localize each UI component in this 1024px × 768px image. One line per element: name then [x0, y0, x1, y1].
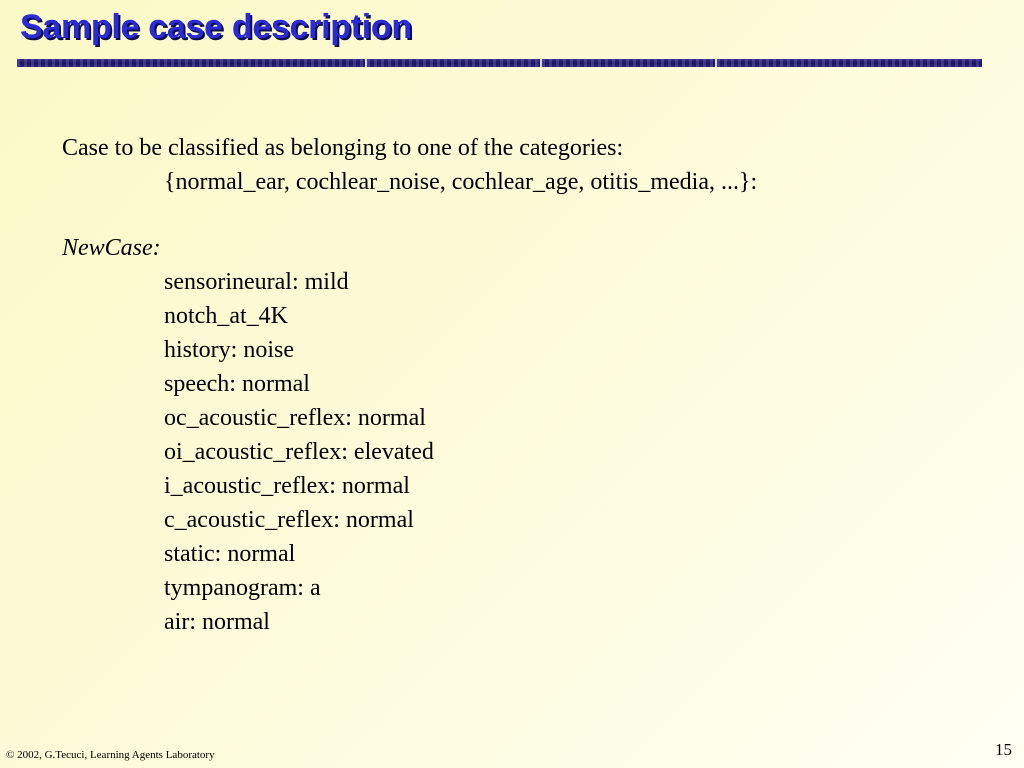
feature-line: oc_acoustic_reflex: normal	[164, 405, 426, 431]
title-divider	[17, 59, 982, 67]
feature-line: air: normal	[164, 609, 270, 635]
feature-line: c_acoustic_reflex: normal	[164, 507, 414, 533]
title-divider-segment	[540, 59, 542, 67]
feature-line: oi_acoustic_reflex: elevated	[164, 439, 434, 465]
feature-line: tympanogram: a	[164, 575, 321, 601]
feature-line: history: noise	[164, 337, 294, 363]
title-divider-segment	[715, 59, 717, 67]
feature-line: notch_at_4K	[164, 303, 288, 329]
feature-line: speech: normal	[164, 371, 310, 397]
newcase-label: NewCase:	[62, 235, 161, 261]
intro-text: Case to be classified as belonging to one of the categories:	[62, 135, 624, 161]
slide-title: Sample case description	[20, 8, 412, 46]
page-number: 15	[995, 740, 1012, 759]
feature-line: i_acoustic_reflex: normal	[164, 473, 410, 499]
categories-list: {normal_ear, cochlear_noise, cochlear_age, otitis_media, ...}:	[164, 169, 758, 195]
slide-body	[62, 131, 757, 639]
footer-copyright: © 2002, G.Tecuci, Learning Agents Laboratory	[6, 749, 215, 761]
title-divider-segment	[365, 59, 367, 67]
feature-line: static: normal	[164, 541, 296, 567]
feature-line: sensorineural: mild	[164, 269, 349, 295]
blank-line	[62, 199, 757, 231]
